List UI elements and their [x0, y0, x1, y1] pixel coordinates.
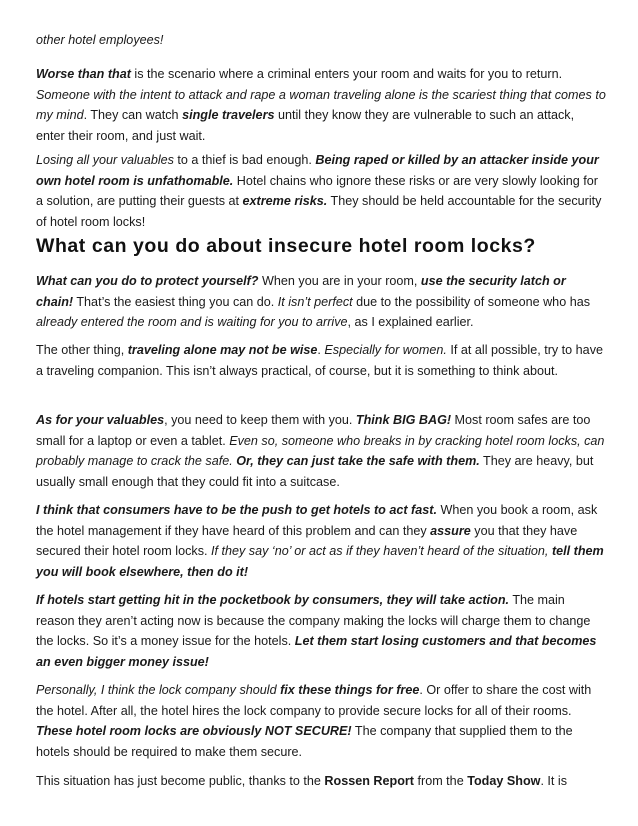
paragraph-protect-yourself [36, 271, 606, 333]
paragraph-intro-tail [36, 30, 606, 51]
body-text: The company that supplied them to the hotels should be required to make them secure. [36, 724, 573, 759]
italic-text: other hotel employees! [36, 33, 164, 47]
paragraph-consumers-push [36, 500, 606, 582]
bold-italic-text: fix these things for free [280, 683, 420, 697]
paragraph-traveling-alone [36, 340, 606, 381]
body-text: . It is [540, 774, 568, 788]
body-text: Hotel chains who ignore these risks or are very slowly looking for a solution, are putting their guests at [36, 173, 598, 208]
italic-text: Losing all your valuables [36, 153, 174, 167]
bold-italic-text: Worse than that [36, 67, 131, 81]
body-text: They are heavy, but usually small enough that they could fit into a suitcase. [36, 454, 594, 489]
bold-italic-text: tell them you will book elsewhere, then do it! [36, 544, 604, 579]
paragraph-lock-company [36, 680, 606, 762]
section-heading: What can you do about insecure hotel room locks? [36, 235, 536, 257]
body-text: until they know they are vulnerable to such an attack, enter their room, and just wait. [36, 108, 575, 143]
bold-italic-text: Or, they can just take the safe with them. [236, 454, 480, 468]
body-text: from the [414, 774, 468, 788]
bold-italic-text: These hotel room locks are obviously NOT SECURE! [36, 724, 352, 738]
body-text: to a thief is bad enough. [173, 153, 316, 167]
body-text: This situation has just become public, thanks to the [36, 774, 325, 788]
bold-italic-text: What can you do to protect yourself? [36, 274, 259, 288]
body-text: due to the possibility of someone who has [352, 294, 590, 309]
bold-italic-text: use the security latch or chain! [36, 274, 566, 309]
bold-italic-text: If hotels start getting hit in the pocketbook by consumers, they will take action. [36, 593, 510, 607]
body-text: They should be held accountable for the security of hotel room locks! [36, 194, 602, 229]
paragraph-rossen-report [36, 771, 606, 792]
body-text: When you are in your room, [258, 274, 421, 288]
body-text: . [317, 343, 325, 357]
paragraph-losing-valuables [36, 150, 606, 232]
body-text: The main reason they aren’t acting now is because the company making the locks will charge them to change the locks. So it’s a money issue for the hotels. [36, 593, 591, 648]
paragraph-valuables [36, 410, 606, 492]
italic-text: Especially for women. [324, 343, 447, 357]
bold-italic-text: I think that consumers have to be the push to get hotels to act fast. [36, 503, 437, 517]
body-text: That’s the easiest thing you can do. [73, 294, 278, 309]
body-text: is the scenario where a criminal enters your room and waits for you to return. [130, 67, 563, 81]
bold-text: Today Show [467, 774, 541, 788]
bold-italic-text: Being raped or killed by an attacker inside your own hotel room is unfathomable. [36, 153, 599, 188]
body-text: . Or offer to share the cost with the hotel. After all, the hotel hires the lock company to provide secure locks for all of their rooms. [36, 683, 592, 718]
bold-italic-text: As for your valuables [36, 413, 165, 427]
bold-italic-text: Let them start losing customers and that becomes an even bigger money issue! [36, 634, 597, 669]
bold-italic-text: assure [430, 523, 471, 538]
body-text: , you need to keep them with you. [164, 413, 356, 427]
body-text: When you book a room, ask the hotel management if they have heard of this problem and can they [36, 503, 598, 538]
bold-italic-text: traveling alone may not be wise [127, 343, 318, 357]
italic-text: already entered the room and is waiting for you to arrive [36, 315, 348, 329]
body-text: The other thing, [36, 343, 128, 357]
bold-italic-text: extreme risks. [242, 194, 328, 208]
bold-italic-text: single travelers [182, 108, 275, 122]
paragraph-pocketbook [36, 590, 606, 672]
italic-text: Even so, someone who breaks in by cracking hotel room locks, can probably manage to crack the safe. [36, 433, 605, 468]
body-text: , as I explained earlier. [347, 315, 474, 329]
italic-text: It isn’t perfect [277, 294, 353, 309]
body-text: If at all possible, try to have a traveling companion. This isn’t always practical, of course, but it is something to think about. [36, 343, 603, 378]
italic-text: If they say ‘no’ or act as if they haven’t heard of the situation, [211, 544, 552, 558]
italic-text: Someone with the intent to attack and rape a woman traveling alone is the scariest thing that comes to my mind [36, 87, 606, 122]
paragraph-worse-than-that [36, 64, 606, 146]
italic-text: Personally, I think the lock company should [36, 683, 281, 697]
bold-text: Rossen Report [324, 774, 414, 788]
body-text: Most room safes are too small for a laptop or even a tablet. [36, 413, 591, 448]
body-text: . They can watch [83, 108, 183, 122]
bold-italic-text: Think BIG BAG! [355, 413, 452, 427]
body-text: you that they have secured their hotel room locks. [36, 523, 578, 558]
